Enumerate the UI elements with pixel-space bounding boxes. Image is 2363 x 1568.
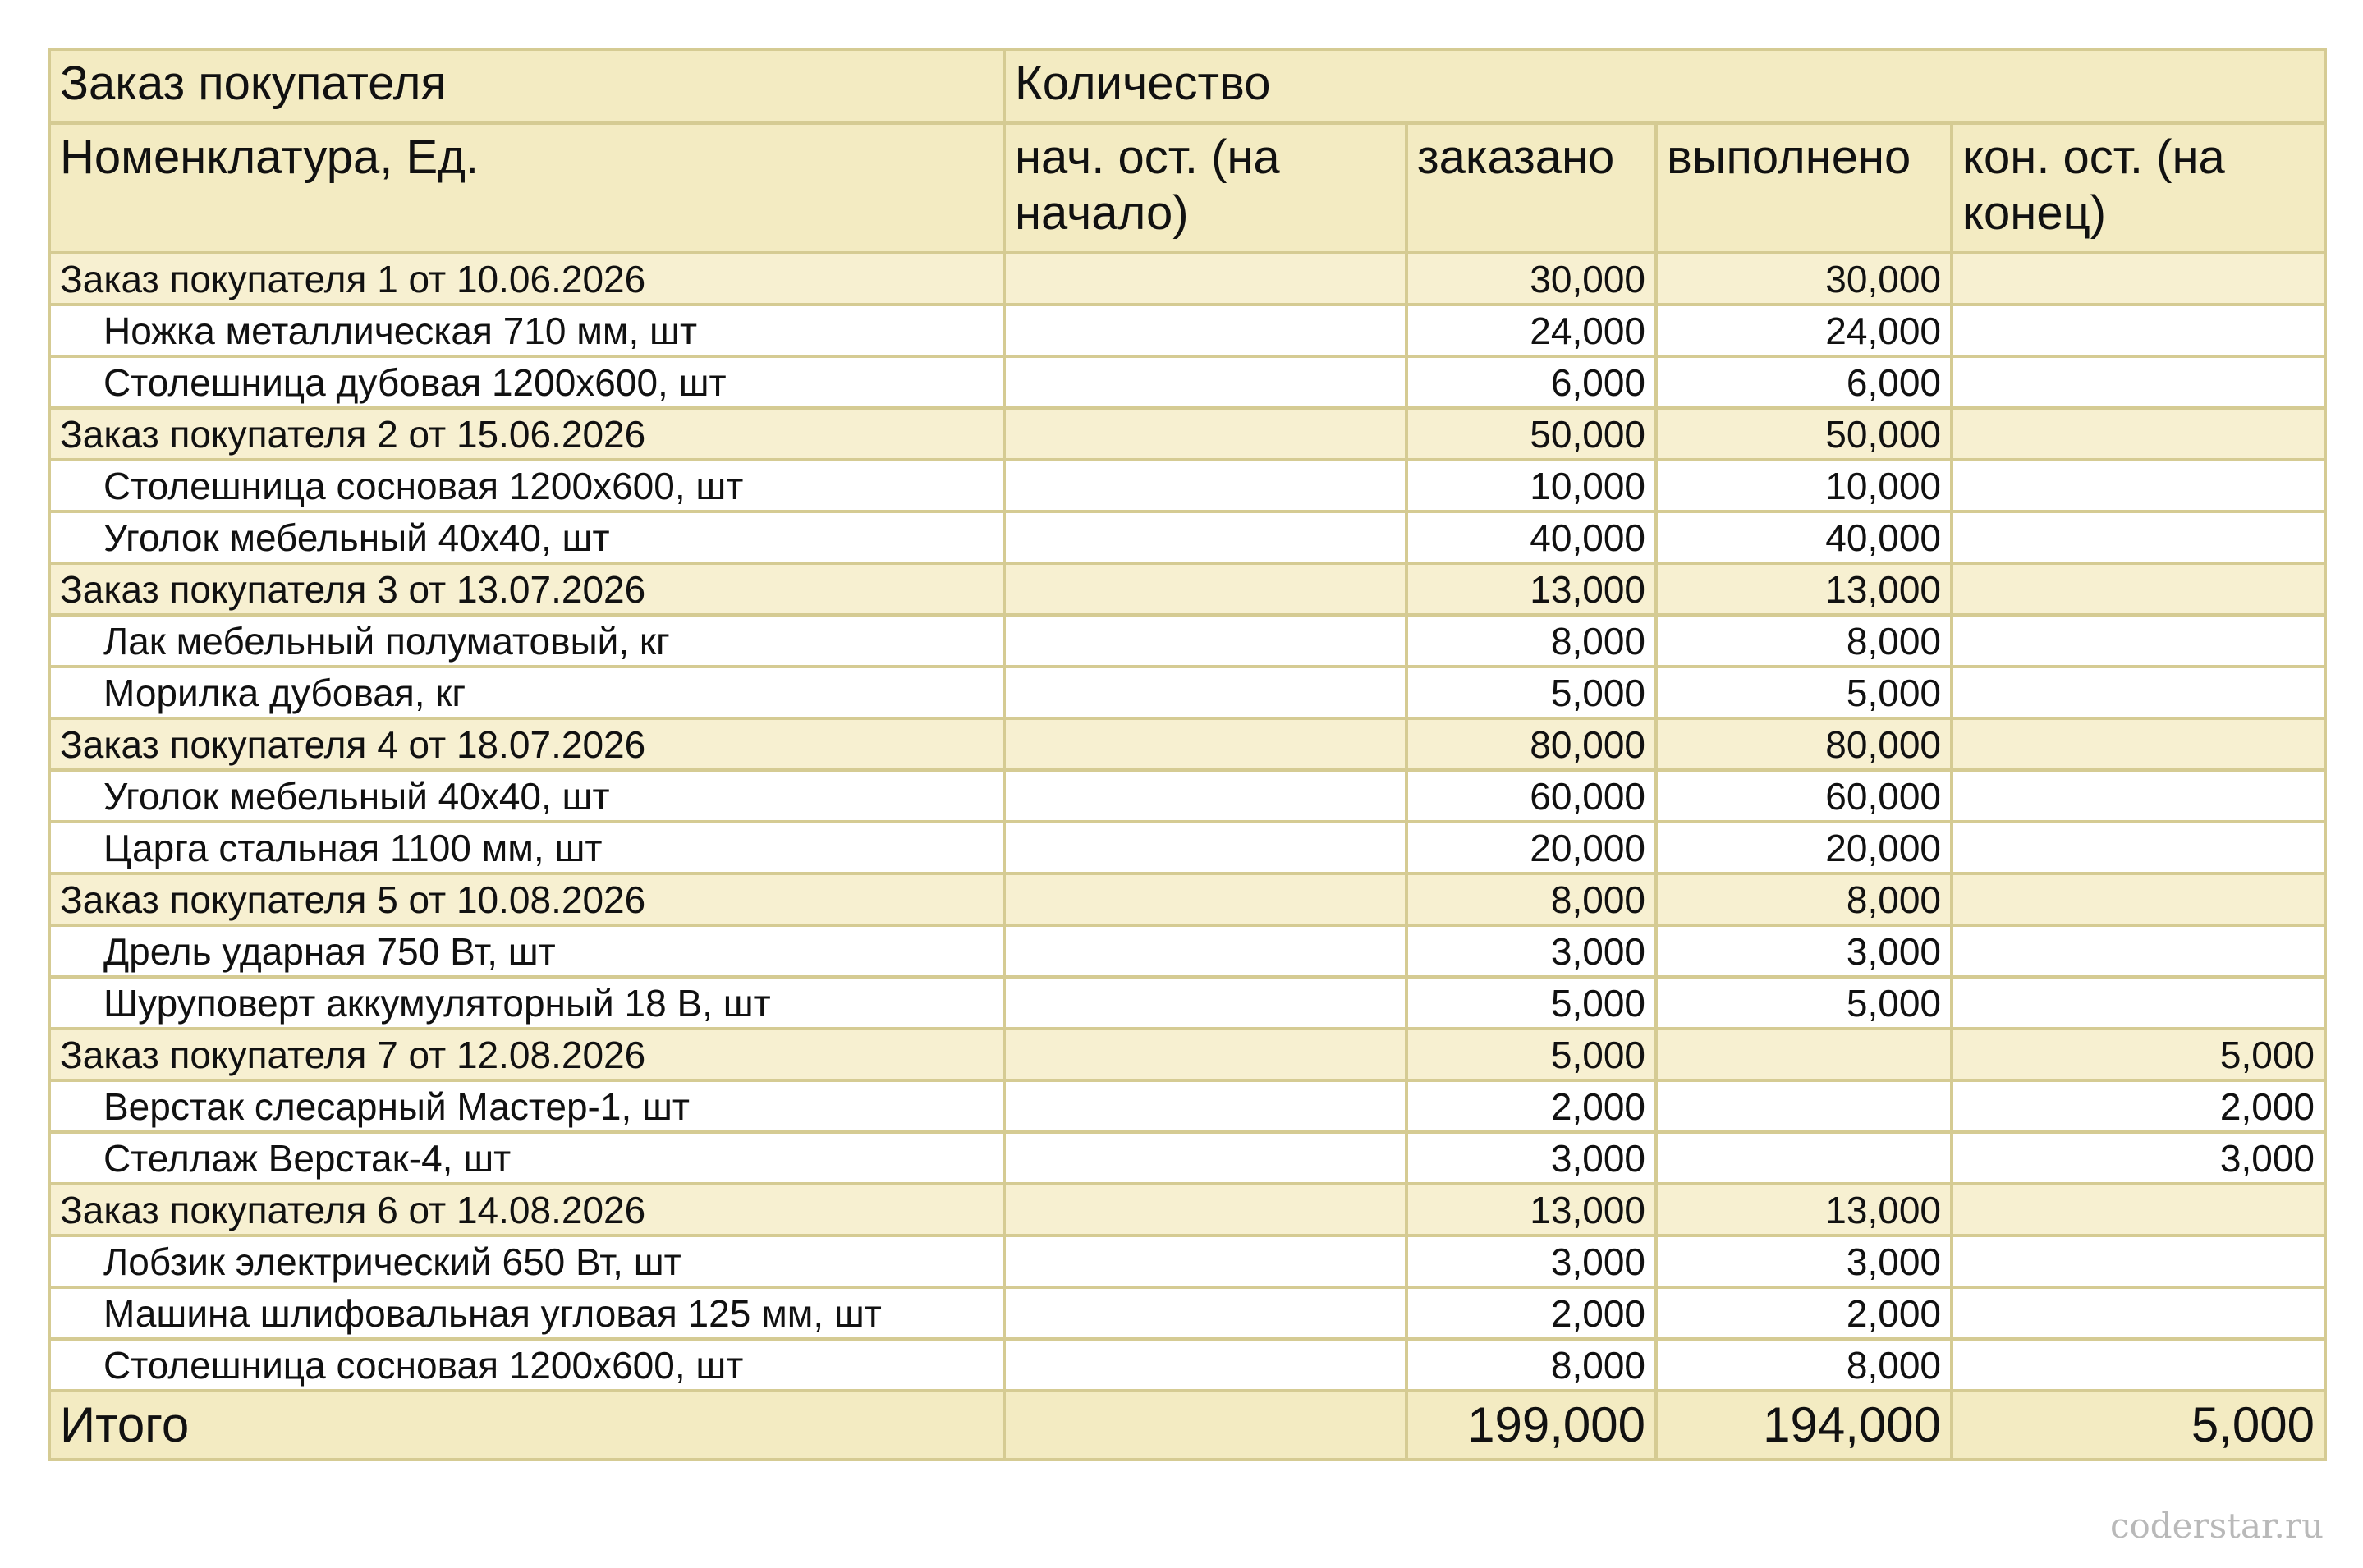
header-done: выполнено bbox=[1656, 123, 1952, 253]
cell-ordered: 30,000 bbox=[1406, 253, 1656, 305]
header-ordered: заказано bbox=[1406, 123, 1656, 253]
cell-done: 8,000 bbox=[1656, 873, 1952, 925]
cell-name: Столешница сосновая 1200х600, шт bbox=[49, 1339, 1004, 1391]
cell-name: Уголок мебельный 40х40, шт bbox=[49, 770, 1004, 822]
cell-name: Заказ покупателя 4 от 18.07.2026 bbox=[49, 718, 1004, 770]
cell-start-balance bbox=[1004, 460, 1406, 511]
cell-end-balance bbox=[1952, 253, 2325, 305]
cell-ordered: 5,000 bbox=[1406, 977, 1656, 1029]
cell-end-balance bbox=[1952, 977, 2325, 1029]
order-item-row bbox=[49, 356, 2325, 408]
cell-name: Шуруповерт аккумуляторный 18 В, шт bbox=[49, 977, 1004, 1029]
watermark: coderstar.ru bbox=[2109, 1506, 2324, 1546]
cell-ordered: 24,000 bbox=[1406, 305, 1656, 356]
cell-done: 8,000 bbox=[1656, 1339, 1952, 1391]
cell-done: 13,000 bbox=[1656, 1184, 1952, 1236]
order-item-row bbox=[49, 615, 2325, 667]
cell-end-balance bbox=[1952, 615, 2325, 667]
cell-done: 40,000 bbox=[1656, 511, 1952, 563]
cell-start-balance bbox=[1004, 1236, 1406, 1287]
cell-ordered: 60,000 bbox=[1406, 770, 1656, 822]
total-ordered: 199,000 bbox=[1406, 1391, 1656, 1460]
total-start bbox=[1004, 1391, 1406, 1460]
cell-start-balance bbox=[1004, 356, 1406, 408]
cell-name: Заказ покупателя 7 от 12.08.2026 bbox=[49, 1029, 1004, 1080]
cell-start-balance bbox=[1004, 925, 1406, 977]
cell-end-balance bbox=[1952, 1236, 2325, 1287]
cell-name: Заказ покупателя 2 от 15.06.2026 bbox=[49, 408, 1004, 460]
cell-name: Столешница сосновая 1200х600, шт bbox=[49, 460, 1004, 511]
cell-start-balance bbox=[1004, 253, 1406, 305]
cell-ordered: 8,000 bbox=[1406, 873, 1656, 925]
cell-name: Заказ покупателя 5 от 10.08.2026 bbox=[49, 873, 1004, 925]
cell-end-balance bbox=[1952, 770, 2325, 822]
cell-start-balance bbox=[1004, 667, 1406, 718]
order-item-row bbox=[49, 1287, 2325, 1339]
header-order: Заказ покупателя bbox=[49, 49, 1004, 123]
cell-done: 24,000 bbox=[1656, 305, 1952, 356]
cell-name: Машина шлифовальная угловая 125 мм, шт bbox=[49, 1287, 1004, 1339]
cell-end-balance bbox=[1952, 356, 2325, 408]
cell-end-balance: 3,000 bbox=[1952, 1132, 2325, 1184]
cell-ordered: 6,000 bbox=[1406, 356, 1656, 408]
order-item-row bbox=[49, 770, 2325, 822]
cell-end-balance: 5,000 bbox=[1952, 1029, 2325, 1080]
cell-ordered: 3,000 bbox=[1406, 925, 1656, 977]
cell-ordered: 2,000 bbox=[1406, 1287, 1656, 1339]
cell-start-balance bbox=[1004, 563, 1406, 615]
cell-ordered: 5,000 bbox=[1406, 667, 1656, 718]
cell-name: Дрель ударная 750 Вт, шт bbox=[49, 925, 1004, 977]
cell-done bbox=[1656, 1132, 1952, 1184]
cell-end-balance bbox=[1952, 822, 2325, 873]
header-row-2 bbox=[49, 123, 2325, 253]
cell-name: Царга стальная 1100 мм, шт bbox=[49, 822, 1004, 873]
cell-done: 50,000 bbox=[1656, 408, 1952, 460]
cell-start-balance bbox=[1004, 1029, 1406, 1080]
header-row-1 bbox=[49, 49, 2325, 123]
total-label: Итого bbox=[49, 1391, 1004, 1460]
cell-start-balance bbox=[1004, 408, 1406, 460]
cell-ordered: 3,000 bbox=[1406, 1132, 1656, 1184]
cell-ordered: 80,000 bbox=[1406, 718, 1656, 770]
order-item-row bbox=[49, 511, 2325, 563]
cell-name: Ножка металлическая 710 мм, шт bbox=[49, 305, 1004, 356]
cell-start-balance bbox=[1004, 822, 1406, 873]
cell-ordered: 40,000 bbox=[1406, 511, 1656, 563]
cell-done: 2,000 bbox=[1656, 1287, 1952, 1339]
total-done: 194,000 bbox=[1656, 1391, 1952, 1460]
order-group-row bbox=[49, 873, 2325, 925]
cell-end-balance bbox=[1952, 667, 2325, 718]
cell-done: 20,000 bbox=[1656, 822, 1952, 873]
cell-start-balance bbox=[1004, 873, 1406, 925]
cell-done: 8,000 bbox=[1656, 615, 1952, 667]
header-item: Номенклатура, Ед. bbox=[49, 123, 1004, 253]
report-footer bbox=[49, 1391, 2325, 1460]
cell-ordered: 5,000 bbox=[1406, 1029, 1656, 1080]
cell-name: Заказ покупателя 6 от 14.08.2026 bbox=[49, 1184, 1004, 1236]
cell-end-balance bbox=[1952, 305, 2325, 356]
header-quantity: Количество bbox=[1004, 49, 2325, 123]
cell-start-balance bbox=[1004, 1287, 1406, 1339]
order-item-row bbox=[49, 667, 2325, 718]
order-item-row bbox=[49, 1339, 2325, 1391]
cell-ordered: 2,000 bbox=[1406, 1080, 1656, 1132]
cell-name: Столешница дубовая 1200х600, шт bbox=[49, 356, 1004, 408]
order-item-row bbox=[49, 977, 2325, 1029]
cell-ordered: 8,000 bbox=[1406, 1339, 1656, 1391]
cell-start-balance bbox=[1004, 977, 1406, 1029]
cell-start-balance bbox=[1004, 1184, 1406, 1236]
order-item-row bbox=[49, 1236, 2325, 1287]
cell-end-balance bbox=[1952, 1184, 2325, 1236]
cell-done: 60,000 bbox=[1656, 770, 1952, 822]
cell-ordered: 3,000 bbox=[1406, 1236, 1656, 1287]
cell-end-balance bbox=[1952, 873, 2325, 925]
report-body bbox=[49, 253, 2325, 1391]
order-group-row bbox=[49, 563, 2325, 615]
cell-start-balance bbox=[1004, 770, 1406, 822]
cell-done: 10,000 bbox=[1656, 460, 1952, 511]
cell-end-balance bbox=[1952, 511, 2325, 563]
order-item-row bbox=[49, 822, 2325, 873]
order-group-row bbox=[49, 253, 2325, 305]
cell-end-balance: 2,000 bbox=[1952, 1080, 2325, 1132]
cell-name: Лобзик электрический 650 Вт, шт bbox=[49, 1236, 1004, 1287]
cell-name: Стеллаж Верстак-4, шт bbox=[49, 1132, 1004, 1184]
order-group-row bbox=[49, 408, 2325, 460]
cell-ordered: 8,000 bbox=[1406, 615, 1656, 667]
cell-end-balance bbox=[1952, 925, 2325, 977]
cell-ordered: 13,000 bbox=[1406, 1184, 1656, 1236]
cell-ordered: 50,000 bbox=[1406, 408, 1656, 460]
order-group-row bbox=[49, 1029, 2325, 1080]
cell-name: Морилка дубовая, кг bbox=[49, 667, 1004, 718]
cell-done: 3,000 bbox=[1656, 925, 1952, 977]
cell-start-balance bbox=[1004, 615, 1406, 667]
cell-start-balance bbox=[1004, 1080, 1406, 1132]
order-item-row bbox=[49, 925, 2325, 977]
header-end-balance: кон. ост. (на конец) bbox=[1952, 123, 2325, 253]
cell-done: 3,000 bbox=[1656, 1236, 1952, 1287]
cell-end-balance bbox=[1952, 1339, 2325, 1391]
order-group-row bbox=[49, 718, 2325, 770]
cell-start-balance bbox=[1004, 1339, 1406, 1391]
cell-name: Уголок мебельный 40х40, шт bbox=[49, 511, 1004, 563]
order-item-row bbox=[49, 460, 2325, 511]
cell-start-balance bbox=[1004, 718, 1406, 770]
cell-ordered: 20,000 bbox=[1406, 822, 1656, 873]
cell-done: 80,000 bbox=[1656, 718, 1952, 770]
cell-start-balance bbox=[1004, 511, 1406, 563]
cell-done: 30,000 bbox=[1656, 253, 1952, 305]
cell-start-balance bbox=[1004, 305, 1406, 356]
cell-ordered: 13,000 bbox=[1406, 563, 1656, 615]
total-row bbox=[49, 1391, 2325, 1460]
cell-done: 13,000 bbox=[1656, 563, 1952, 615]
order-item-row bbox=[49, 1132, 2325, 1184]
cell-done bbox=[1656, 1080, 1952, 1132]
cell-name: Заказ покупателя 3 от 13.07.2026 bbox=[49, 563, 1004, 615]
cell-start-balance bbox=[1004, 1132, 1406, 1184]
cell-name: Заказ покупателя 1 от 10.06.2026 bbox=[49, 253, 1004, 305]
report-table bbox=[48, 48, 2327, 1461]
cell-end-balance bbox=[1952, 460, 2325, 511]
cell-done: 5,000 bbox=[1656, 667, 1952, 718]
cell-name: Верстак слесарный Мастер-1, шт bbox=[49, 1080, 1004, 1132]
cell-done: 5,000 bbox=[1656, 977, 1952, 1029]
cell-done: 6,000 bbox=[1656, 356, 1952, 408]
report-header bbox=[49, 49, 2325, 253]
order-item-row bbox=[49, 305, 2325, 356]
cell-end-balance bbox=[1952, 408, 2325, 460]
cell-end-balance bbox=[1952, 718, 2325, 770]
header-start-balance: нач. ост. (на начало) bbox=[1004, 123, 1406, 253]
cell-name: Лак мебельный полуматовый, кг bbox=[49, 615, 1004, 667]
cell-end-balance bbox=[1952, 563, 2325, 615]
cell-done bbox=[1656, 1029, 1952, 1080]
order-group-row bbox=[49, 1184, 2325, 1236]
cell-end-balance bbox=[1952, 1287, 2325, 1339]
order-item-row bbox=[49, 1080, 2325, 1132]
total-end: 5,000 bbox=[1952, 1391, 2325, 1460]
cell-ordered: 10,000 bbox=[1406, 460, 1656, 511]
